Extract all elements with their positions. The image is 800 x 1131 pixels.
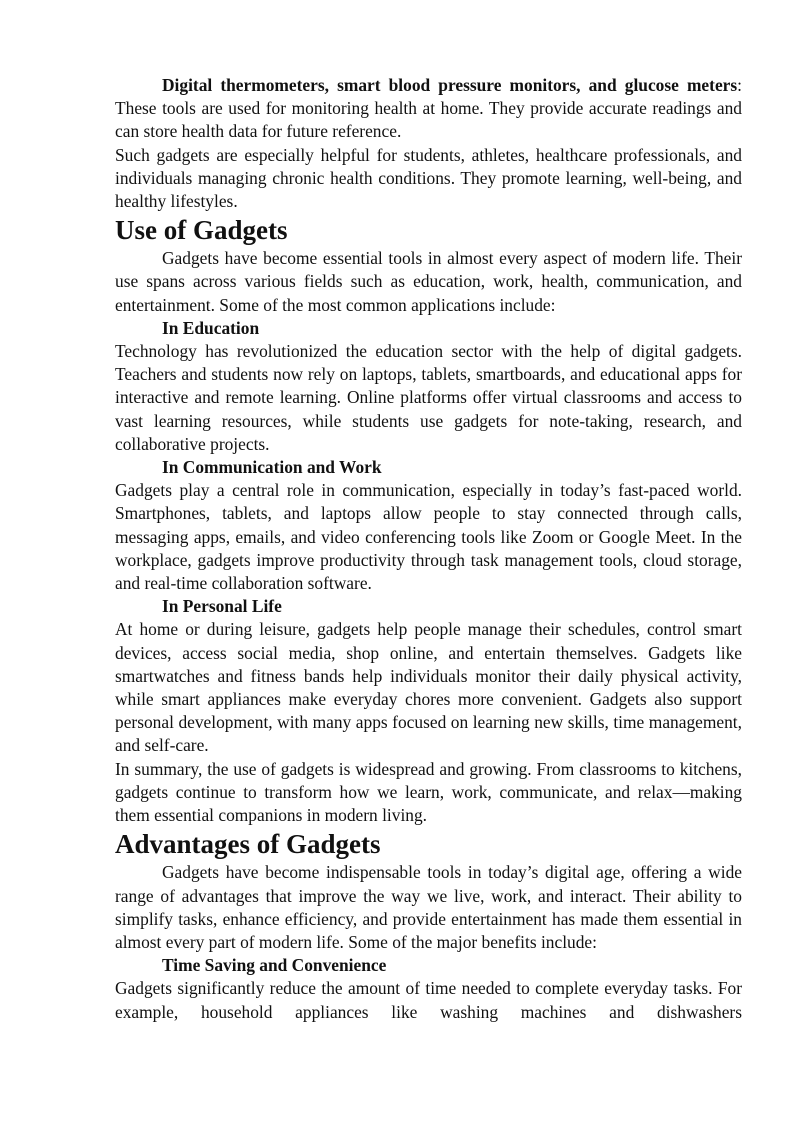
education-subheading: In Education	[162, 317, 260, 338]
communication-subheading: In Communication and Work	[162, 457, 382, 478]
health-devices-term: Digital thermometers, smart blood pressure monitors, and glucose meters	[162, 75, 738, 95]
education-paragraph: Technology has revolutionized the education sector with the help of digital gadgets. Teachers and students now rely on laptops, tablets, smartboards, and educational apps for interactive and remote learning. Online platforms offer virtual classrooms and access to vast learning resources, while students use gadgets for note-taking, research, and collaborative projects.	[115, 341, 742, 454]
use-summary-paragraph: In summary, the use of gadgets is widespread and growing. From classrooms to kitchens, gadgets continue to transform how we learn, work, communicate, and relax—making them essential companions in modern living.	[115, 758, 742, 826]
health-devices-description: : These tools are used for monitoring health at home. They provide accurate readings and can store health data for future reference.	[115, 75, 742, 142]
personal-life-paragraph: At home or during leisure, gadgets help people manage their schedules, control smart devices, access social media, shop online, and entertain themselves. Gadgets like smartwatches and fitness bands help individuals monitor their daily physical activity, while smart appliances make everyday chores more convenient. Gadgets also support personal development, with many apps focused on learning new skills, time management, and self-care.	[115, 619, 742, 756]
advantages-heading: Advantages of Gadgets	[115, 829, 381, 860]
gadget-beneficiaries-paragraph: Such gadgets are especially helpful for students, athletes, healthcare professionals, and individuals managing chronic health conditions. They promote learning, well-being, and healthy lifestyles.	[115, 144, 742, 212]
communication-paragraph: Gadgets play a central role in communication, especially in today’s fast-paced world. Smartphones, tablets, and laptops allow people to stay connected through calls, messaging apps, emails, and video conferencing tools like Zoom or Google Meet. In the workplace, gadgets improve productivity through task management tools, cloud storage, and real-time collaboration software.	[115, 480, 742, 594]
time-saving-paragraph: Gadgets significantly reduce the amount of time needed to complete everyday tasks. For example, household appliances like washing machines and dishwashers	[115, 978, 742, 1022]
personal-life-subheading: In Personal Life	[162, 596, 282, 617]
advantages-intro-paragraph: Gadgets have become indispensable tools in today’s digital age, offering a wide range of advantages that improve the way we live, work, and interact. Their ability to simplify tasks, enhance efficiency, and provide entertainment has made them essential in almost every part of modern life. Some of the major benefits include:	[115, 862, 742, 952]
use-of-gadgets-heading: Use of Gadgets	[115, 215, 288, 246]
time-saving-subheading: Time Saving and Convenience	[162, 955, 387, 976]
health-devices-paragraph	[115, 74, 742, 144]
use-intro-paragraph: Gadgets have become essential tools in almost every aspect of modern life. Their use spans across various fields such as education, work, health, communication, and entertainment. Some of the most common applications include:	[115, 248, 742, 315]
